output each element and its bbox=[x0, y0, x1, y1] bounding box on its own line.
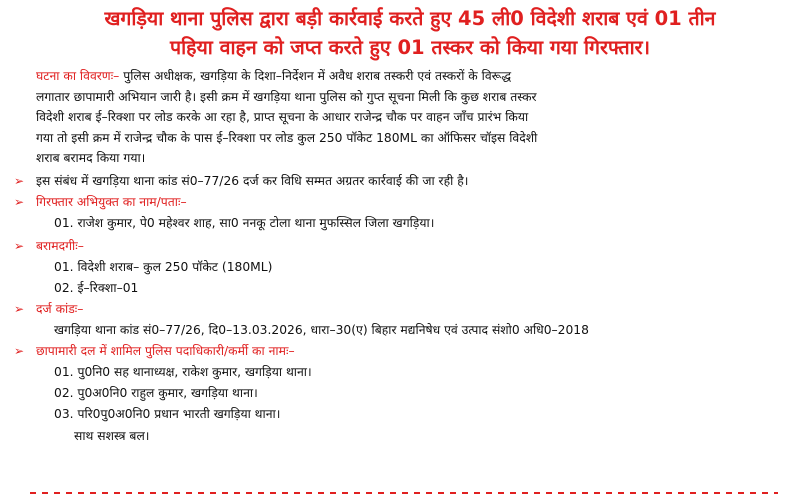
incident-paragraph bbox=[14, 66, 804, 169]
arrow-bullet-icon: ➢ bbox=[14, 301, 25, 316]
team-note: साथ सशस्त्र बल। bbox=[74, 428, 150, 443]
headline bbox=[30, 4, 790, 62]
arrow-bullet-icon: ➢ bbox=[14, 238, 25, 253]
incident-line-4: गया तो इसी क्रम में राजेन्द्र चौक के पास ई–रिक्शा पर लोड कुल 250 पॉकेट 180ML का ऑफिसर चॉइस विदेशी bbox=[36, 130, 538, 145]
team-member-3: 03. परि0पु0अ0नि0 प्रधान भारती खगड़िया थाना। bbox=[54, 406, 281, 421]
accused-section bbox=[14, 192, 804, 213]
incident-line-3: विदेशी शराब ई–रिक्शा पर लोड करके आ रहा है, प्राप्त सूचना के आधार राजेन्द्र चौक पर वाहन जाँच प्रारंभ किया bbox=[36, 110, 529, 124]
bottom-divider bbox=[30, 492, 778, 494]
arrow-bullet-icon: ➢ bbox=[14, 343, 25, 358]
headline-line-1: खगड़िया थाना पुलिस द्वारा बड़ी कार्रवाई करते हुए 45 ली0 विदेशी शराब एवं 01 तीन bbox=[104, 7, 716, 30]
incident-line-1: घटना का विवरणः– पुलिस अधीक्षक, खगड़िया के दिशा–निर्देशन में अवैध शराब तस्करी एवं तस्करों के विरूद्ध bbox=[36, 69, 512, 83]
team-member-1: 01. पु0नि0 सह थानाध्यक्ष, राकेश कुमार, खगड़िया थाना। bbox=[54, 364, 312, 379]
accused-heading: गिरफ्तार अभियुक्त का नाम/पताः– bbox=[36, 194, 187, 209]
team-section bbox=[14, 341, 804, 362]
seized-heading: बरामदगीः– bbox=[36, 238, 84, 253]
case-heading: दर्ज कांडः– bbox=[36, 301, 84, 316]
case-note: इस संबंध में खगड़िया थाना कांड सं0–77/26 दर्ज कर विधि सम्मत अग्रतर कार्रवाई की जा रही है। bbox=[36, 173, 469, 188]
incident-label: घटना का विवरणः– bbox=[36, 69, 120, 83]
headline-line-2: पहिया वाहन को जप्त करते हुए 01 तस्कर को किया गया गिरफ्तार। bbox=[170, 36, 650, 59]
case-text: खगड़िया थाना कांड सं0–77/26, दि0–13.03.2026, धारा–30(ए) बिहार मद्यनिषेध एवं उत्पाद संशो0 अधि0–2018 bbox=[54, 322, 589, 337]
arrow-bullet-icon: ➢ bbox=[14, 194, 25, 209]
release-body bbox=[14, 66, 804, 447]
seized-section bbox=[14, 236, 804, 257]
team-member-2: 02. पु0अ0नि0 राहुल कुमार, खगड़िया थाना। bbox=[54, 385, 258, 400]
arrow-bullet-icon: ➢ bbox=[14, 173, 25, 188]
incident-line-5: शराब बरामद किया गया। bbox=[36, 151, 146, 165]
incident-line-2: लगातार छापामारी अभियान जारी है। इसी क्रम में खगड़िया थाना पुलिस को गुप्त सूचना मिली कि कुछ शराब तस्कर bbox=[36, 89, 537, 104]
seized-item-2: 02. ई–रिक्शा–01 bbox=[54, 280, 139, 295]
case-section bbox=[14, 299, 804, 320]
seized-item-1: 01. विदेशी शराब– कुल 250 पॉकेट (180ML) bbox=[54, 259, 273, 274]
team-heading: छापामारी दल में शामिल पुलिस पदाधिकारी/कर्मी का नामः– bbox=[36, 343, 295, 358]
accused-item: 01. राजेश कुमार, पे0 महेश्वर शाह, सा0 ननकू टोला थाना मुफस्सिल जिला खगड़िया। bbox=[54, 215, 435, 230]
case-note-section bbox=[14, 171, 804, 192]
